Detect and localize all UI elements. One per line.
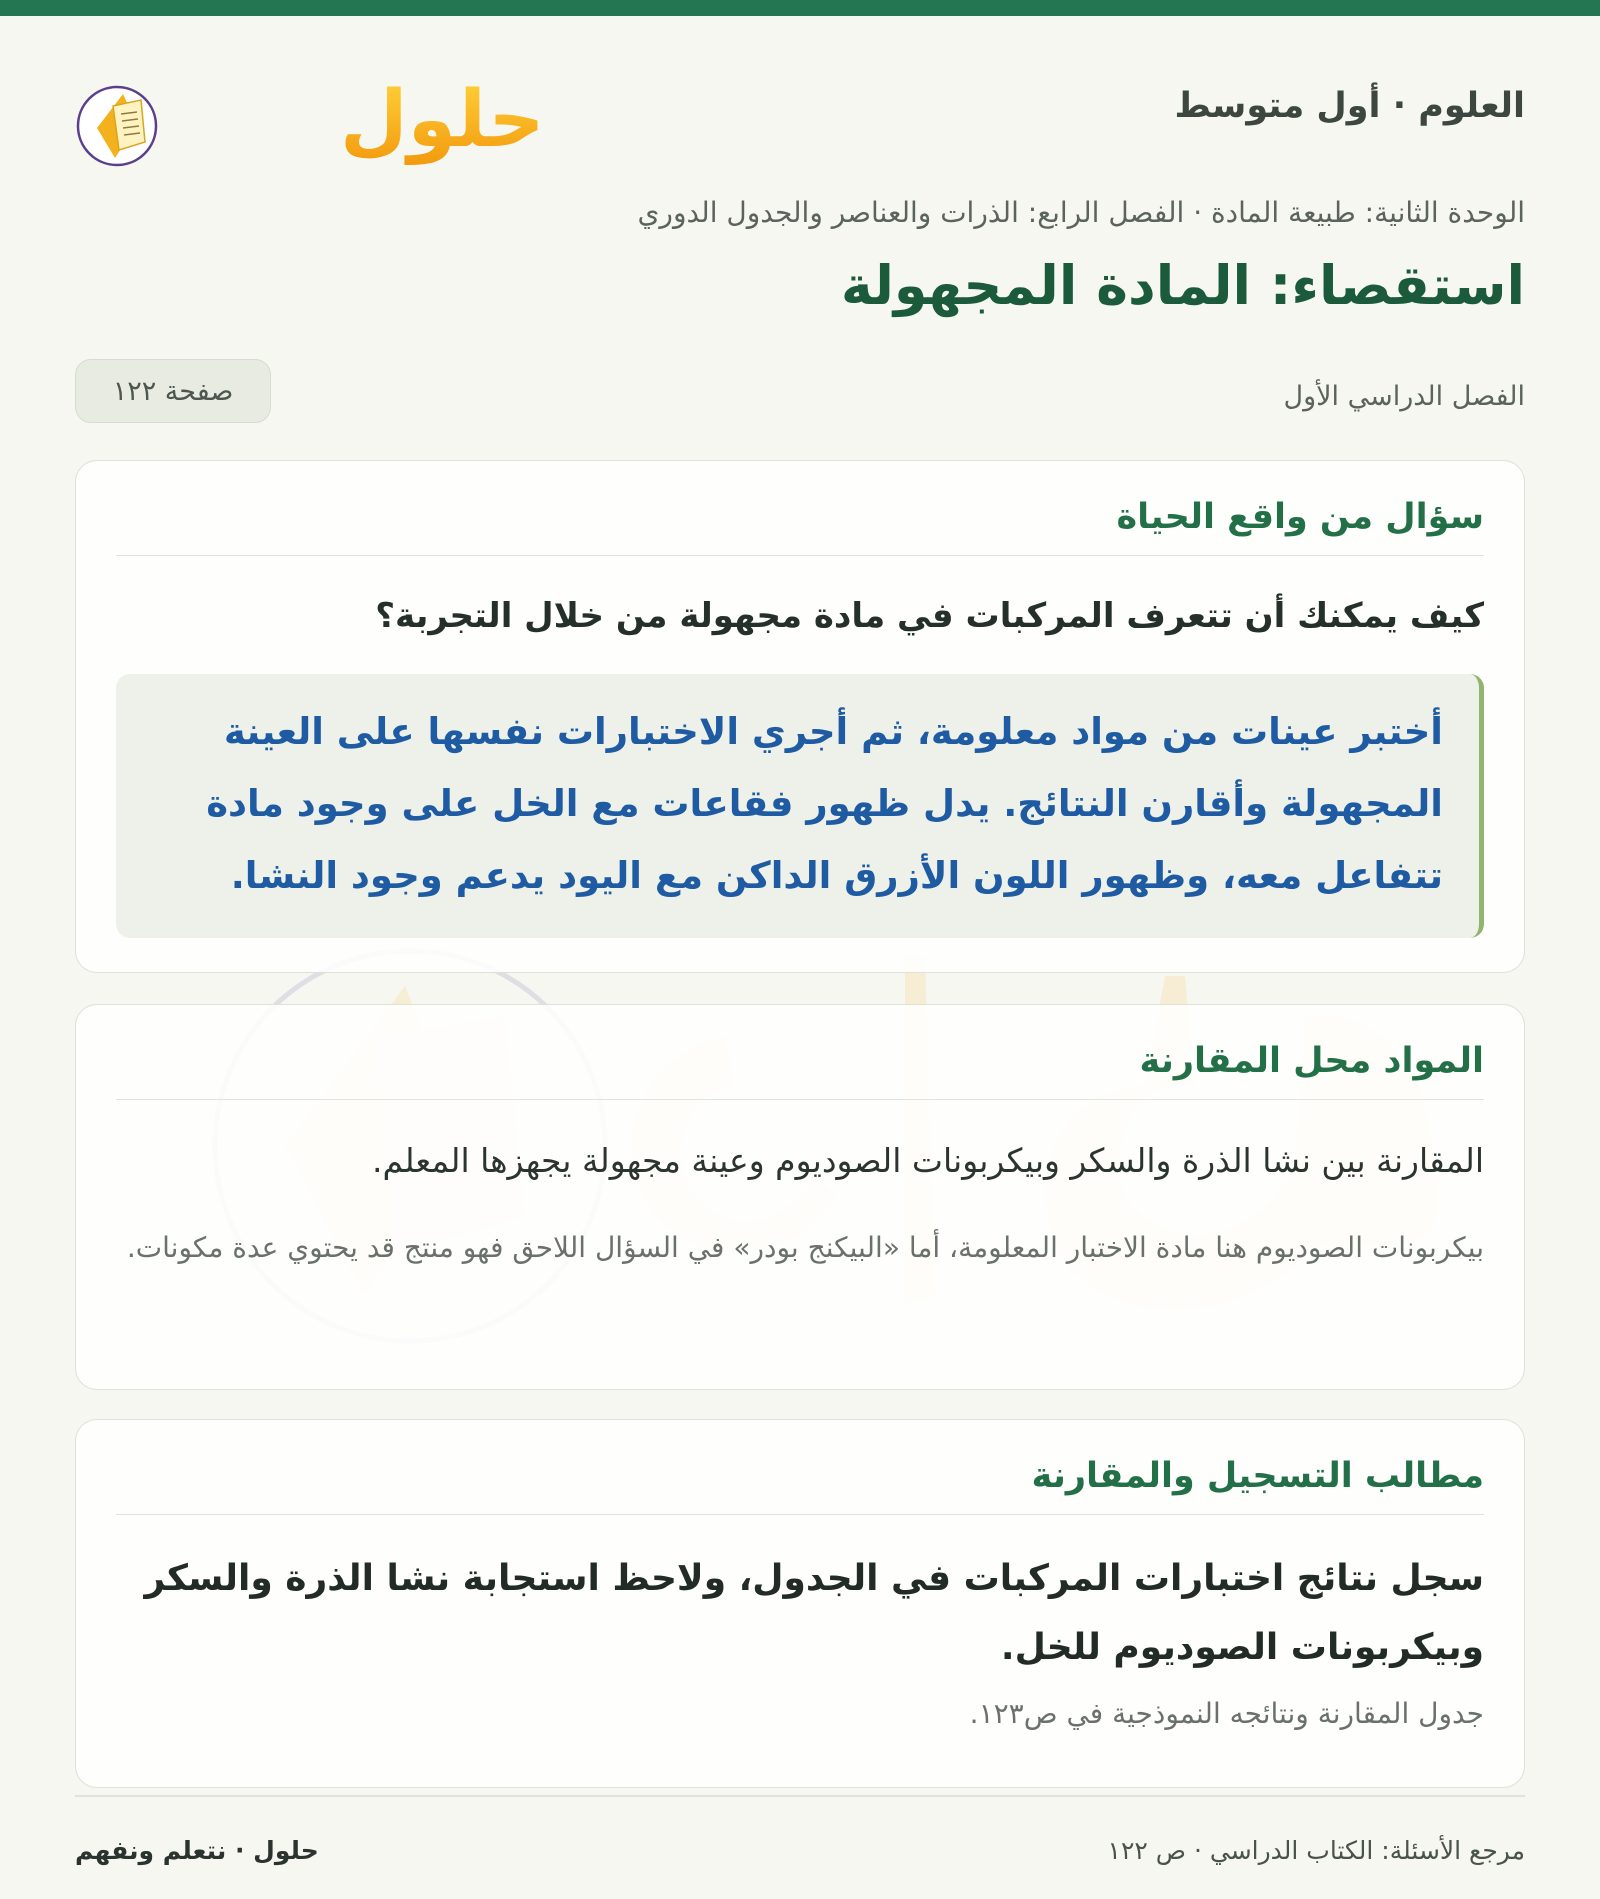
materials-card [75,1004,1525,1390]
materials-note: بيكربونات الصوديوم هنا مادة الاختبار المعلومة، أما «البيكنج بودر» في السؤال اللاحق فهو منتج قد يحتوي عدة مكونات. [126,1231,1484,1264]
footer-brand: حلول · نتعلم ونفهم [75,1836,319,1865]
recording-text: سجل نتائج اختبارات المركبات في الجدول، ولاحظ استجابة نشا الذرة والسكر وبيكربونات الصوديوم للخل. [144,1558,1484,1668]
page-title: استقصاء: المادة المجهولة [840,254,1525,317]
answer-box [116,674,1484,938]
recording-card [75,1419,1525,1788]
svg-text:حلول: حلول [340,75,545,165]
page-number-badge: صفحة ١٢٢ [75,359,271,423]
question-text: كيف يمكنك أن تتعرف المركبات في مادة مجهولة من خلال التجربة؟ [375,596,1484,636]
unit-breadcrumb: الوحدة الثانية: طبيعة المادة · الفصل الرابع: الذرات والعناصر والجدول الدوري [637,196,1525,229]
subject-label: العلوم · أول متوسط [1174,86,1525,126]
hulul-logo[interactable] [75,54,545,174]
footer-divider [75,1795,1525,1797]
header [75,16,1525,201]
footer-reference: مرجع الأسئلة: الكتاب الدراسي · ص ١٢٢ [1107,1836,1525,1865]
logo-mark-icon [75,54,545,174]
page [75,16,1525,1899]
card-title: المواد محل المقارنة [116,1041,1484,1100]
card-title: مطالب التسجيل والمقارنة [116,1456,1484,1515]
term-label: الفصل الدراسي الأول [1283,381,1525,412]
materials-text: المقارنة بين نشا الذرة والسكر وبيكربونات الصوديوم وعينة مجهولة يجهزها المعلم. [372,1141,1484,1180]
recording-note: جدول المقارنة ونتائجه النموذجية في ص١٢٣. [969,1697,1484,1730]
answer-text: أختبر عينات من مواد معلومة، ثم أجري الاختبارات نفسها على العينة المجهولة وأقارن النتائج. يدل ظهور فقاعات مع الخل على وجود مادة تتفاعل معه، وظهور اللون الأزرق الداكن مع اليود يدعم وجود النشا. [206,710,1443,897]
top-accent-bar [0,0,1600,16]
real-life-question-card [75,460,1525,973]
card-title: سؤال من واقع الحياة [116,497,1484,556]
